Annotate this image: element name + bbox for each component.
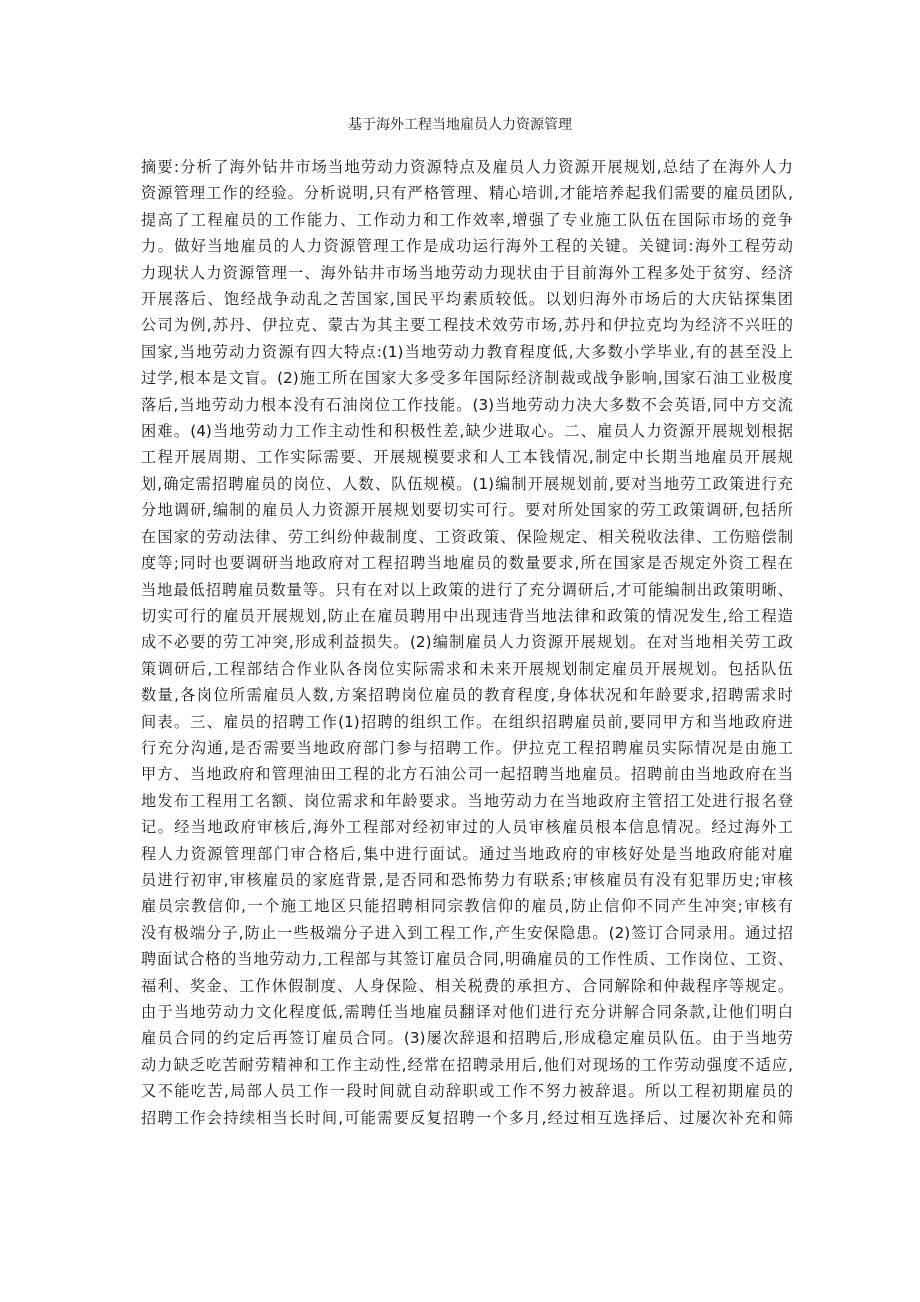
text-line: 力。做好当地雇员的人力资源管理工作是成功运行海外工程的关键。关键词:海外工程劳动 <box>141 237 793 256</box>
text-line: 分地调研,编制的雇员人力资源开展规划要切实可行。要对所处国家的劳工政策调研,包括所 <box>141 501 793 520</box>
text-line: 雇员宗教信仰,一个施工地区只能招聘相同宗教信仰的雇员,防止信仰不同产生冲突;审核有 <box>141 897 793 916</box>
text-line: 由于当地劳动力文化程度低,需聘任当地雇员翻译对他们进行充分讲解合同条款,让他们明白 <box>141 1003 793 1021</box>
text-line: 工程开展周期、工作实际需要、开展规模要求和人工本钱情况,制定中长期当地雇员开展规 <box>141 448 793 467</box>
text-line: 成不必要的劳工冲突,形成利益损失。(2)编制雇员人力资源开展规划。在对当地相关劳工政 <box>141 633 793 652</box>
text-line: 福利、奖金、工作休假制度、人身保险、相关税费的承担方、合同解除和仲裁程序等规定。 <box>141 976 793 995</box>
text-line: 困难。(4)当地劳动力工作主动性和积极性差,缺少进取心。二、雇员人力资源开展规划根据 <box>141 422 793 441</box>
text-line: 策调研后,工程部结合作业队各岗位实际需求和未来开展规划制定雇员开展规划。包括队伍 <box>141 659 793 678</box>
text-line: 资源管理工作的经验。分析说明,只有严格管理、精心培训,才能培养起我们需要的雇员团队, <box>141 184 793 203</box>
text-line: 甲方、当地政府和管理油田工程的北方石油公司一起招聘当地雇员。招聘前由当地政府在当 <box>141 765 793 784</box>
text-line: 在国家的劳动法律、劳工纠纷仲裁制度、工资政策、保险规定、相关税收法律、工伤赔偿制 <box>141 527 793 546</box>
text-line: 聘面试合格的当地劳动力,工程部与其签订雇员合同,明确雇员的工作性质、工作岗位、工资、 <box>141 950 793 969</box>
text-line: 力现状人力资源管理一、海外钻井市场当地劳动力现状由于目前海外工程多处于贫穷、经济 <box>141 263 793 282</box>
text-line: 摘要:分析了海外钻井市场当地劳动力资源特点及雇员人力资源开展规划,总结了在海外人力 <box>141 158 793 176</box>
text-line: 行充分沟通,是否需要当地政府部门参与招聘工作。伊拉克工程招聘雇员实际情况是由施工 <box>141 738 793 757</box>
text-line: 开展落后、饱经战争动乱之苦国家,国民平均素质较低。以划归海外市场后的大庆钻探集团 <box>141 290 793 309</box>
text-line: 间表。三、雇员的招聘工作(1)招聘的组织工作。在组织招聘雇员前,要同甲方和当地政府进 <box>141 712 793 731</box>
text-line: 雇员合同的约定后再签订雇员合同。(3)屡次辞退和招聘后,形成稳定雇员队伍。由于当地劳 <box>141 1029 793 1048</box>
text-line: 落后,当地劳动力根本没有石油岗位工作技能。(3)当地劳动力决大多数不会英语,同中方交流 <box>141 395 793 414</box>
text-line: 度等;同时也要调研当地政府对工程招聘当地雇员的数量要求,所在国家是否规定外资工程在 <box>141 554 793 573</box>
text-line: 划,确定需招聘雇员的岗位、人数、队伍规模。(1)编制开展规划前,要对当地劳工政策进行充 <box>141 474 793 493</box>
page-title: 基于海外工程当地雇员人力资源管理 <box>348 117 572 133</box>
text-line: 公司为例,苏丹、伊拉克、蒙古为其主要工程技术效劳市场,苏丹和伊拉克均为经济不兴旺的 <box>141 316 793 335</box>
text-line: 地发布工程用工名额、岗位需求和年龄要求。当地劳动力在当地政府主管招工处进行报名登 <box>141 791 793 810</box>
text-line: 没有极端分子,防止一些极端分子进入到工程工作,产生安保隐患。(2)签订合同录用。通过招 <box>141 923 793 942</box>
text-line: 动力缺乏吃苦耐劳精神和工作主动性,经常在招聘录用后,他们对现场的工作劳动强度不适应, <box>141 1055 793 1074</box>
text-line: 员进行初审,审核雇员的家庭背景,是否同和恐怖势力有联系;审核雇员有没有犯罪历史;审核 <box>141 870 793 889</box>
text-line: 数量,各岗位所需雇员人数,方案招聘岗位雇员的教育程度,身体状况和年龄要求,招聘需求时 <box>141 686 793 705</box>
document-body <box>141 154 793 1131</box>
text-line: 招聘工作会持续相当长时间,可能需要反复招聘一个多月,经过相互选择后、过屡次补充和筛 <box>141 1108 793 1127</box>
text-line: 国家,当地劳动力资源有四大特点:(1)当地劳动力教育程度低,大多数小学毕业,有的甚至没上 <box>141 342 793 361</box>
text-line: 切实可行的雇员开展规划,防止在雇员聘用中出现违背当地法律和政策的情况发生,给工程造 <box>141 606 793 625</box>
text-line: 提高了工程雇员的工作能力、工作动力和工作效率,增强了专业施工队伍在国际市场的竞争 <box>141 210 793 229</box>
text-line: 记。经当地政府审核后,海外工程部对经初审过的人员审核雇员根本信息情况。经过海外工 <box>141 818 793 837</box>
text-line: 过学,根本是文盲。(2)施工所在国家大多受多年国际经济制裁或战争影响,国家石油工业极度 <box>141 369 793 388</box>
text-line: 当地最低招聘雇员数量等。只有在对以上政策的进行了充分调研后,才可能编制出政策明晰、 <box>141 580 793 599</box>
text-line: 又不能吃苦,局部人员工作一段时间就自动辞职或工作不努力被辞退。所以工程初期雇员的 <box>141 1082 793 1101</box>
text-line: 程人力资源管理部门审合格后,集中进行面试。通过当地政府的审核好处是当地政府能对雇 <box>141 844 793 863</box>
